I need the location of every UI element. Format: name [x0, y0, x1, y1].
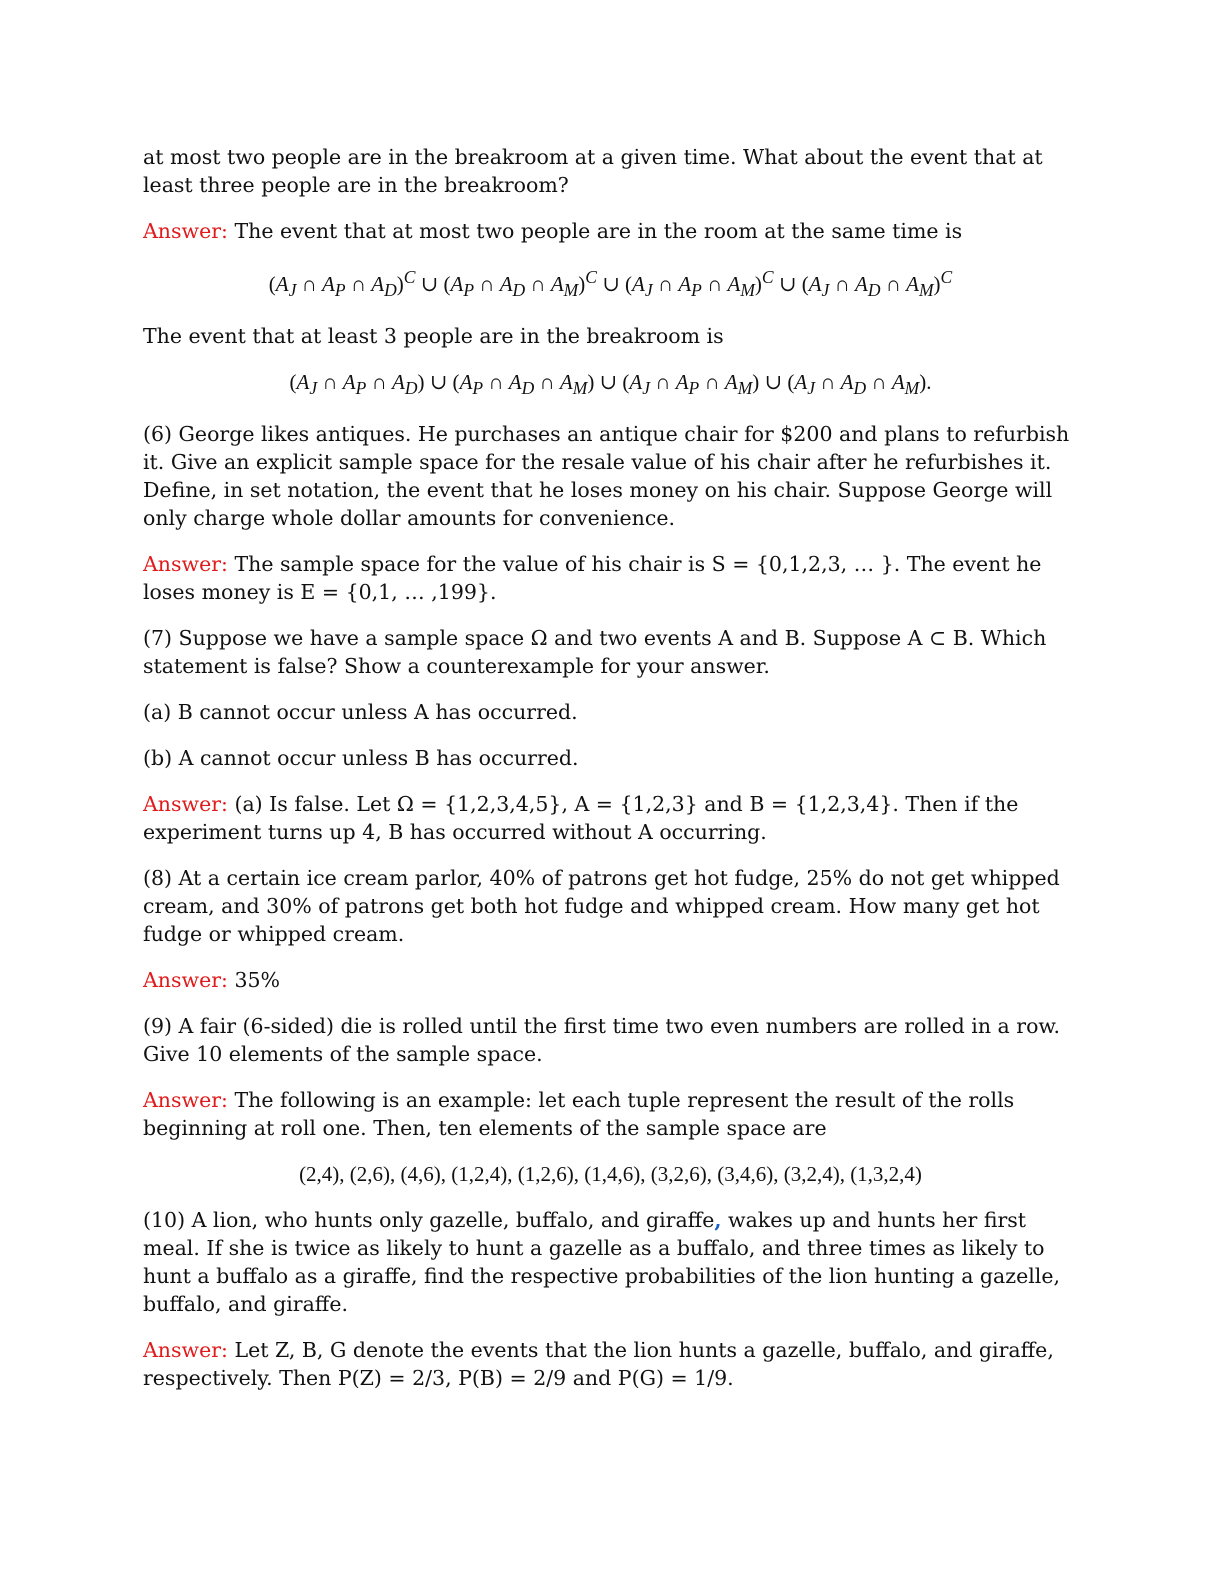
q7-option-b: (b) A cannot occur unless B has occurred. [143, 746, 579, 771]
equation-at-most-two-rendered: ($A_J$ ∩ $A_P$ ∩ $A_D)^C$ ∪ ($A_P$ ∩ $A_D$ ∩ $A_M)^C$ ∪ ($A_J$ ∩ $A_P$ ∩ $A_M)^C$ ∪ ($A_J$ ∩ $A_D$ ∩ $A_M)^C$ [268, 267, 953, 301]
answer-label: Answer: [143, 968, 228, 993]
q10-question: (10) A lion, who hunts only gazelle, buffalo, and giraffe, wakes up and hunts her first meal. If she is twice as likely to hunt a gazelle as a buffalo, and three times as likely to hunt a buffalo as a giraffe, find the respective probabilities of the lion hunting a gazelle, buffalo, and giraffe. [143, 1208, 1060, 1317]
intro-paragraph [143, 143, 1078, 199]
answer-label: Answer: [143, 1088, 228, 1113]
q7-answer-text: (a) Is false. Let Ω = {1,2,3,4,5}, A = {1,2,3} and B = {1,2,3,4}. Then if the experiment turns up 4, B has occurred without A occurring. [143, 792, 1019, 845]
q9-answer [143, 1086, 1078, 1142]
answer-label: Answer: [143, 1338, 228, 1363]
q8-question: (8) At a certain ice cream parlor, 40% of patrons get hot fudge, 25% do not get whipped cream, and 30% of patrons get both hot fudge and whipped cream. How many get hot fudge or whipped cream. [143, 866, 1060, 947]
answer-label: Answer: [143, 792, 228, 817]
intro-text: at most two people are in the breakroom at a given time. What about the event that at least three people are in the breakroom? [143, 145, 1043, 197]
equation-at-least-three [143, 368, 1078, 402]
q7-option-a: (a) B cannot occur unless A has occurred. [143, 700, 578, 725]
q7-question: (7) Suppose we have a sample space Ω and two events A and B. Suppose A ⊂ B. Which statement is false? Show a counterexample for your answer. [143, 626, 1047, 679]
q10-answer-text: Let Z, B, G denote the events that the lion hunts a gazelle, buffalo, and giraffe, respectively. Then P(Z) = 2/3, P(B) = 2/9 and P(G) = 1/9. [143, 1338, 1054, 1391]
equation-at-most-two [143, 263, 1078, 304]
q5-text2: The event that at least 3 people are in the breakroom is [143, 324, 724, 349]
q7-answer [143, 790, 1078, 846]
equation-at-least-three-rendered: ($A_J$ ∩ $A_P$ ∩ $A_D$) ∪ ($A_P$ ∩ $A_D$ ∩ $A_M$) ∪ ($A_J$ ∩ $A_P$ ∩ $A_M$) ∪ ($A_J$ ∩ $A_D$ ∩ $A_M$). [289, 370, 932, 399]
q9-question: (9) A fair (6-sided) die is rolled until the first time two even numbers are rolled in a row. Give 10 elements of the sample space. [143, 1014, 1061, 1067]
sample-space-elements: (2,4), (2,6), (4,6), (1,2,4), (1,2,6), (1,4,6), (3,2,6), (3,4,6), (3,2,4), (1,3,2,4) [299, 1162, 922, 1187]
q8-answer-text: 35% [234, 968, 281, 993]
answer-label: Answer: [143, 552, 228, 577]
q5-answer [143, 217, 1078, 245]
answer-label: Answer: [143, 219, 228, 243]
q9-answer-text: The following is an example: let each tuple represent the result of the rolls beginning at roll one. Then, ten elements of the sample space are [143, 1088, 1015, 1141]
q6-answer [143, 550, 1078, 606]
q6-answer-text: The sample space for the value of his chair is S = {0,1,2,3, … }. The event he loses money is E = {0,1, … ,199}. [143, 552, 1042, 605]
q8-answer [143, 966, 1078, 994]
highlighted-comma: , [714, 1208, 722, 1233]
q10-answer [143, 1336, 1078, 1392]
document-page [143, 143, 1078, 1410]
q5-answer-text: The event that at most two people are in the room at the same time is [234, 219, 963, 243]
q6-question: (6) George likes antiques. He purchases an antique chair for $200 and plans to refurbish it. Give an explicit sample space for the resale value of his chair after he refurbishes it. Define, in set notation, the event that he loses money on his chair. Suppose George will only charge whole dollar amounts for convenience. [143, 422, 1070, 531]
